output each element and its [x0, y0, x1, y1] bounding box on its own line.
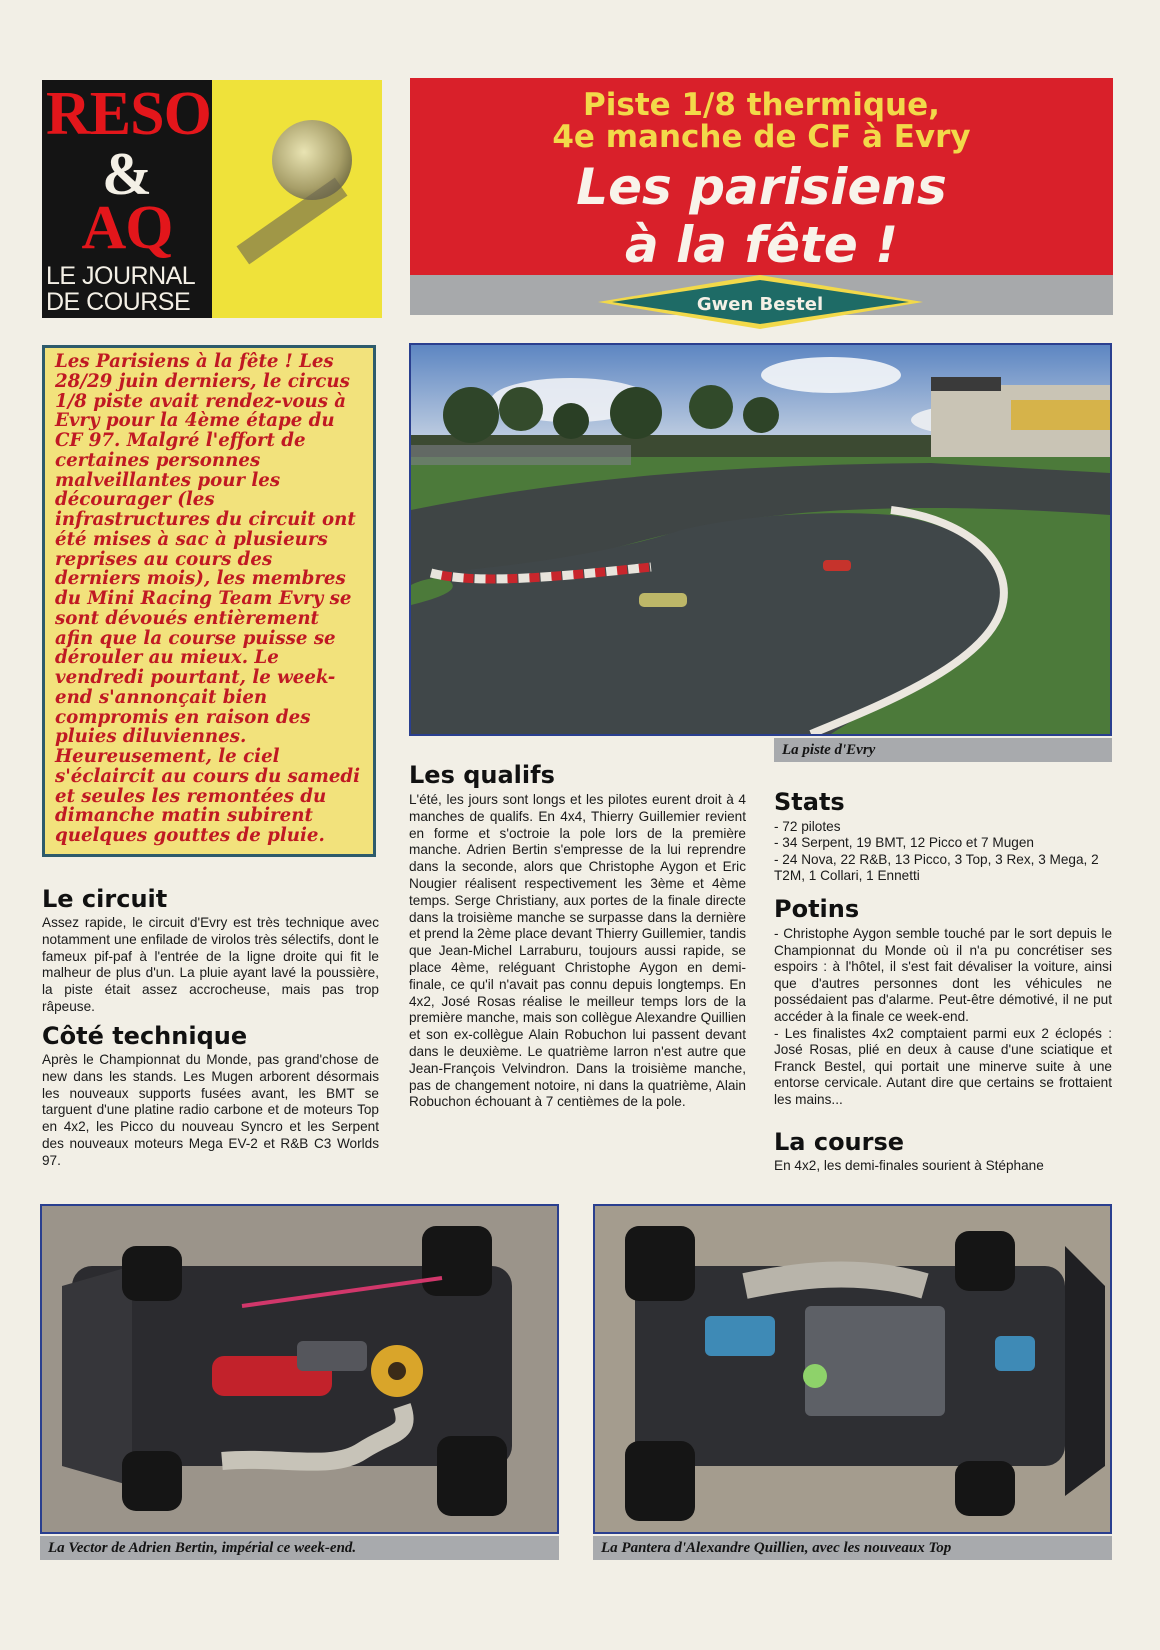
headline-line-1: Les parisiens	[576, 158, 947, 216]
section-title-technique: Côté technique	[42, 1022, 248, 1050]
kicker-line-2: 4e manche de CF à Evry	[552, 119, 971, 155]
track-photo-caption: La piste d'Evry	[774, 738, 1112, 762]
section-text-qualifs: L'été, les jours sont longs et les pilotes eurent droit à 4 manches de qualifs. En 4x4, Thierry Guillemier revient en forme et s'octroie la pole lors de la première manche. Adrien Bertin s'empresse de la lui reprendre dans la seconde, alors que Christophe Aygon et Eric Nougier réalisent respectivement les 3ème et 4ème temps. Serge Christiany, aux portes de la finale directe dans la troisième manche se surpasse dans la dernière et prend la 2ème place devant Thierry Guillemier, tandis que Jean-Michel Larraburu, toujours aussi rapide, se place 4ème, reléguant Christophe Aygon en demi-finale, ce qu'il n'avait pas connu depuis longtemps. En 4x2, José Rosas réalise le meilleur temps lors de la première manche, mais son collègue Alexandre Quillien et son ex-collègue Alain Robuchon lui passent devant dans le deuxième. Le quatrième larron n'est autre que Jean-François Velvindron. Dans la troisième manche, pas de changement notoire, ni dans la quatrième, Alain Robuchon échouant à 7 centièmes de la pole.	[409, 792, 746, 1110]
track-photo	[409, 343, 1112, 736]
section-title-stats: Stats	[774, 788, 845, 816]
stats-item: - 72 pilotes	[774, 819, 841, 834]
intro-box	[42, 345, 376, 857]
section-text-technique: Après le Championnat du Monde, pas grand'chose de new dans les stands. Les Mugen arborent désormais les nouveaux supports fusées avant, les BMT se targuent d'une platine radio carbone et de moteurs Top en 4x2, les Picco du nouveau Syncro et les Serpent des nouveaux moteurs Mega EV-2 et R&B C3 Worlds 97.	[42, 1052, 379, 1168]
car2-photo-image	[595, 1206, 1110, 1532]
car1-photo-image	[42, 1206, 557, 1532]
magazine-logo	[42, 80, 382, 318]
section-title-potins: Potins	[774, 895, 860, 923]
logo-ampersand: &	[102, 141, 152, 207]
car2-caption: La Pantera d'Alexandre Quillien, avec les nouveaux Top	[593, 1536, 1112, 1560]
logo-yellow-panel	[212, 80, 382, 318]
car1-photo	[40, 1204, 559, 1534]
logo-subtitle-2: DE COURSE	[46, 288, 191, 316]
intro-text: Les Parisiens à la fête ! Les 28/29 juin derniers, le circus 1/8 piste avait rendez-vous à Evry pour la 4ème étape du CF 97. Malgré l'effort de certaines personnes malveillantes pour les décourager (les infrastructures du circuit ont été mises à sac à plusieurs reprises au cours des derniers mois), les membres du Mini Racing Team Evry se sont dévoués entièrement afin que la course puisse se dérouler au mieux. Le vendredi pourtant, le week-end s'annonçait bien compromis en raison des pluies diluviennes. Heureusement, le ciel s'éclaircit au cours du samedi et seules les remontées du dimanche matin subirent quelques gouttes de pluie.	[55, 351, 361, 846]
kicker-line-1: Piste 1/8 thermique,	[583, 87, 940, 123]
car2-photo	[593, 1204, 1112, 1534]
potins-item: - Les finalistes 4x2 comptaient parmi eux 2 éclopés : José Rosas, plié en deux à cause d'une sciatique et Franck Bestel, qui portait une minerve suite à une entorse cervicale. Autant dire que certains se frottaient les mains...	[774, 1025, 1112, 1107]
headline-line-2: à la fête !	[624, 216, 899, 274]
logo-subtitle-1: LE JOURNAL	[46, 262, 196, 290]
title-banner	[410, 78, 1113, 275]
logo-aq: AQ	[81, 194, 173, 262]
potins-text	[774, 926, 1112, 1109]
stats-item: - 34 Serpent, 19 BMT, 12 Picco et 7 Mugen	[774, 835, 1034, 851]
section-title-circuit: Le circuit	[42, 885, 168, 913]
section-text-circuit: Assez rapide, le circuit d'Evry est très technique avec notamment une enfilade de virolos très sélectifs, dont le fameux pif-paf à l'entrée de la ligne droite qui fit le malheur de plus d'un. La pluie ayant lavé la poussière, la piste était assez accrocheuse, mais pas trop râpeuse.	[42, 915, 379, 1014]
author-badge	[598, 273, 923, 331]
track-photo-image	[411, 345, 1110, 734]
logo-reso: RESO	[46, 80, 211, 148]
stats-list	[774, 819, 1112, 885]
car1-caption: La Vector de Adrien Bertin, impérial ce week-end.	[40, 1536, 559, 1560]
stats-item: - 24 Nova, 22 R&B, 13 Picco, 3 Top, 3 Rex, 3 Mega, 2 T2M, 1 Collari, 1 Ennetti	[774, 851, 1099, 884]
section-title-course: La course	[774, 1128, 905, 1156]
section-title-qualifs: Les qualifs	[409, 761, 555, 789]
potins-item: - Christophe Aygon semble touché par le sort depuis le Championnat du Monde où il n'a pu concrétiser ses espoirs : à l'hôtel, il s'est fait dévaliser la voiture, ainsi que d'autres personnes dont les véhicules ne possédaient pas d'alarme. Peut-être démotivé, il ne put accéder à la finale ce week-end.	[774, 926, 1112, 1024]
author-name: Gwen Bestel	[696, 294, 824, 315]
section-text-course: En 4x2, les demi-finales sourient à Stéphane	[774, 1158, 1044, 1173]
